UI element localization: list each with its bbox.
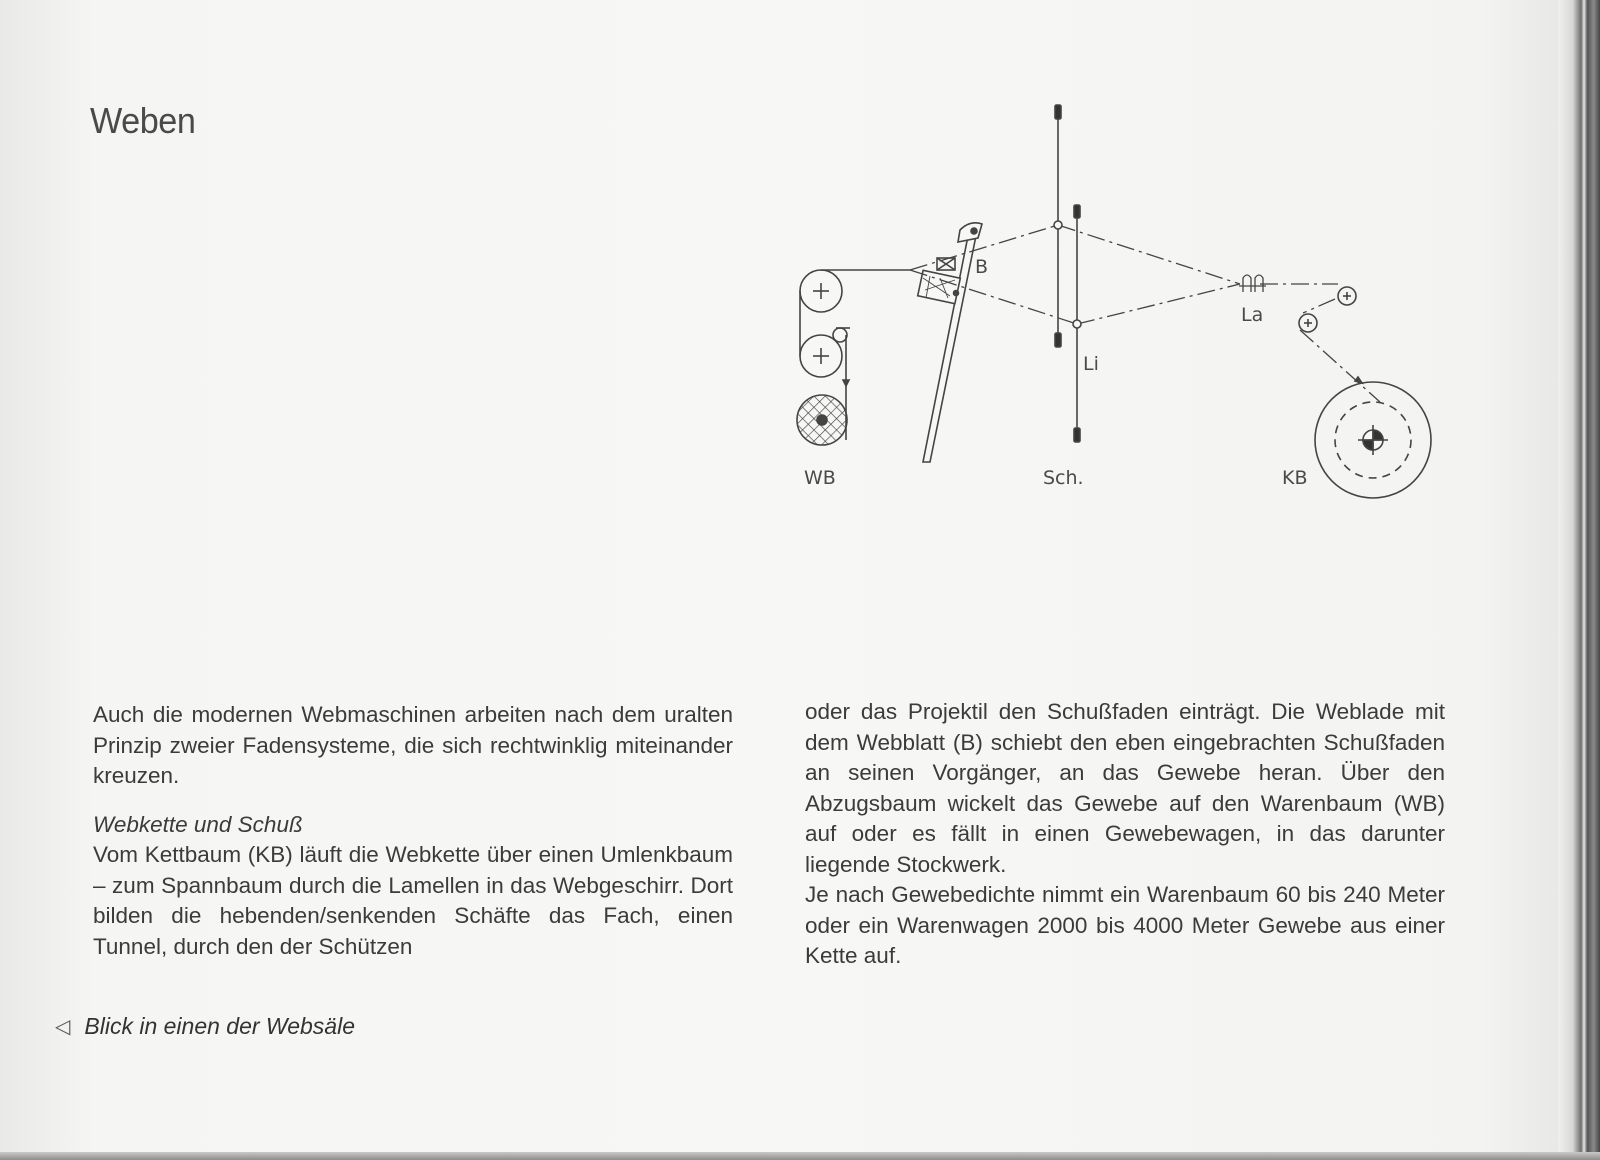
text-column-right	[805, 697, 1445, 972]
weblade-batten-icon	[918, 223, 982, 462]
heald-shaft-1	[1054, 105, 1062, 347]
deflection-roller-icon	[1299, 314, 1317, 332]
body-paragraph: Vom Kettbaum (KB) läuft die Webkette über einen Umlenkbaum – zum Spannbaum durch die Lamellen in das Webgeschirr. Dort bilden die hebenden/senkenden Schäfte das Fach, einen Tunnel, durch den der Schützen	[93, 842, 733, 959]
capacity-paragraph: Je nach Gewebedichte nimmt ein Warenbaum 60 bis 240 Meter oder ein Warenwagen 2000 bis 4000 Meter Gewebe aus einer Kette auf.	[805, 882, 1445, 968]
warenbaum-roll-icon	[797, 395, 847, 445]
label-sch: Sch.	[1043, 467, 1084, 489]
heald-shaft-2	[1073, 205, 1081, 442]
label-wb: WB	[804, 467, 836, 489]
page-title: Weben	[90, 100, 196, 141]
label-b: B	[975, 256, 989, 278]
label-la: La	[1241, 304, 1264, 326]
page-bottom-edge	[0, 1152, 1600, 1160]
intro-paragraph: Auch die modernen Webmaschinen arbeiten nach dem uralten Prinzip zweier Fadensysteme, die sich rechtwinklig miteinander kreuzen.	[93, 702, 733, 788]
page-stack-edge	[1558, 0, 1600, 1160]
kettbaum-beam-icon	[1315, 382, 1431, 498]
upper-roller-icon	[800, 270, 842, 312]
back-rest-roller-icon	[1338, 287, 1356, 305]
label-kb: KB	[1282, 467, 1308, 489]
photo-caption	[55, 1013, 355, 1040]
text-column-left	[93, 700, 733, 962]
section-subheading: Webkette und Schuß	[93, 811, 303, 837]
label-li: Li	[1083, 353, 1099, 375]
caption-text: Blick in einen der Websäle	[84, 1013, 355, 1039]
body-paragraph-continued: oder das Projektil den Schußfaden einträgt. Die Weblade mit dem Webblatt (B) schiebt den eben eingebrachten Schußfaden an seinen Vorgänger, an das Gewebe heran. Über den Abzugsbaum wickelt das Gewebe auf den Warenbaum (WB) auf oder es fällt in einen Gewebewagen, in das darunter liegende Stockwerk.	[805, 699, 1445, 877]
left-triangle-icon: ◁	[55, 1016, 71, 1038]
loom-diagram	[780, 90, 1460, 520]
